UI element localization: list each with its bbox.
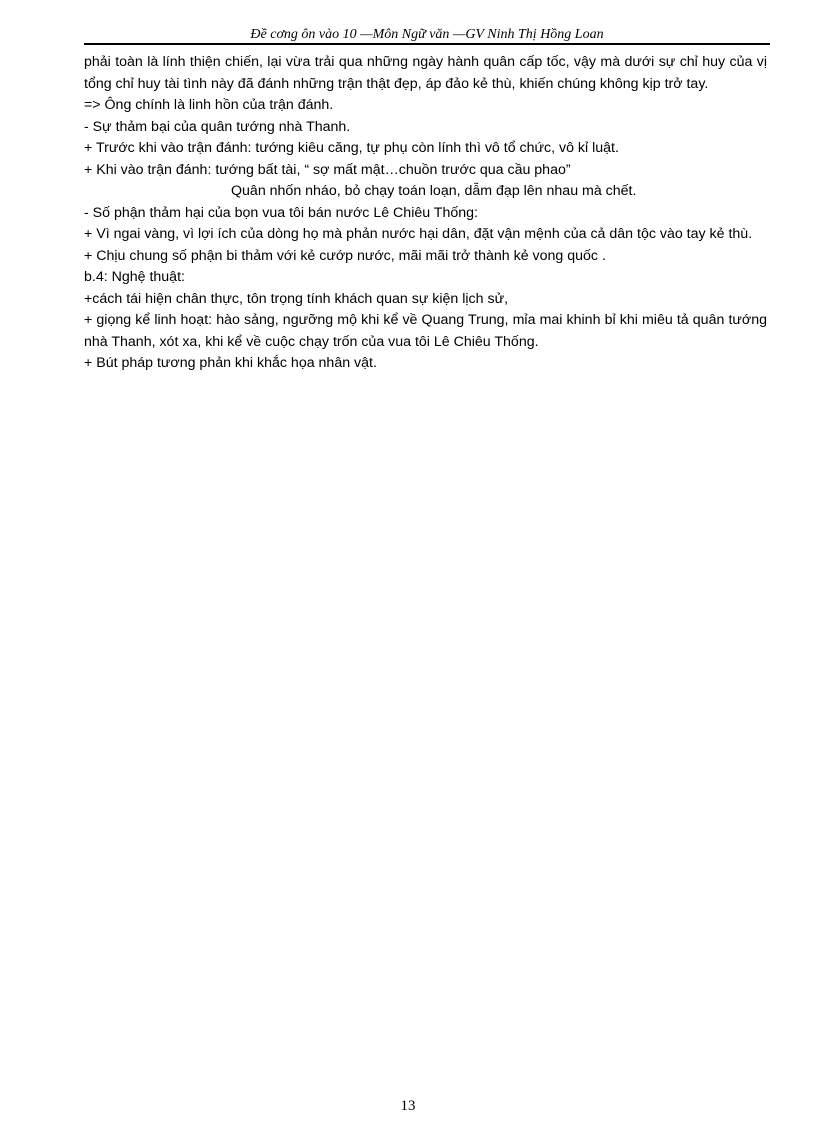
paragraph-conclusion: => Ông chính là linh hồn của trận đánh.: [84, 97, 334, 113]
paragraph-during-battle: + Khi vào trận đánh: tướng bất tài, “ sợ mất mật…chuồn trước qua cầu phao”: [84, 161, 571, 178]
section-heading-art: b.4: Nghệ thuật:: [84, 269, 185, 285]
paragraph-contrast-technique: + Bút pháp tương phản khi khắc họa nhân vật.: [84, 355, 377, 371]
paragraph-realistic-depiction: +cách tái hiện chân thực, tôn trọng tính khách quan sự kiện lịch sử,: [84, 290, 509, 307]
paragraph-intro-continuation: phải toàn là lính thiện chiến, lại vừa trải qua những ngày hành quân cấp tốc, vậy mà dưới sự chỉ huy của vị tổng chỉ huy tài tình này đã đánh những trận thật đẹp, áp đảo kẻ thù, khiến chúng không kịp trở tay.: [84, 54, 767, 92]
paragraph-before-battle: + Trước khi vào trận đánh: tướng kiêu căng, tự phụ còn lính thì vô tổ chức, vô kỉ luật.: [84, 140, 619, 156]
paragraph-narrative-voice: + giọng kể linh hoạt: hào sảng, ngưỡng mộ khi kể về Quang Trung, mỉa mai khinh bỉ khi miêu tả quân tướng nhà Thanh, xót xa, khi kể về cuộc chạy trốn của vua tôi Lê Chiêu Thống.: [84, 312, 767, 350]
header-divider: [84, 43, 770, 45]
paragraph-traitor-fate-heading: - Số phận thảm hại của bọn vua tôi bán nước Lê Chiêu Thống:: [84, 204, 478, 221]
running-header: Đề cơng ôn vào 10 —Môn Ngữ văn —GV Ninh Thị Hồng Loan: [250, 27, 604, 42]
paragraph-for-the-throne: + Vì ngai vàng, vì lợi ích của dòng họ mà phản nước hại dân, đặt vận mệnh của cả dân tộc vào tay kẻ thù.: [84, 226, 753, 242]
page-number: 13: [400, 1098, 416, 1114]
document-body: [84, 52, 767, 375]
paragraph-shared-fate: + Chịu chung số phận bi thảm với kẻ cướp nước, mãi mãi trở thành kẻ vong quốc .: [84, 247, 606, 264]
paragraph-qing-defeat-heading: - Sự thảm bại của quân tướng nhà Thanh.: [84, 118, 351, 135]
paragraph-troops-chaos: Quân nhốn nháo, bỏ chạy toán loạn, dẫm đạp lên nhau mà chết.: [231, 183, 637, 199]
